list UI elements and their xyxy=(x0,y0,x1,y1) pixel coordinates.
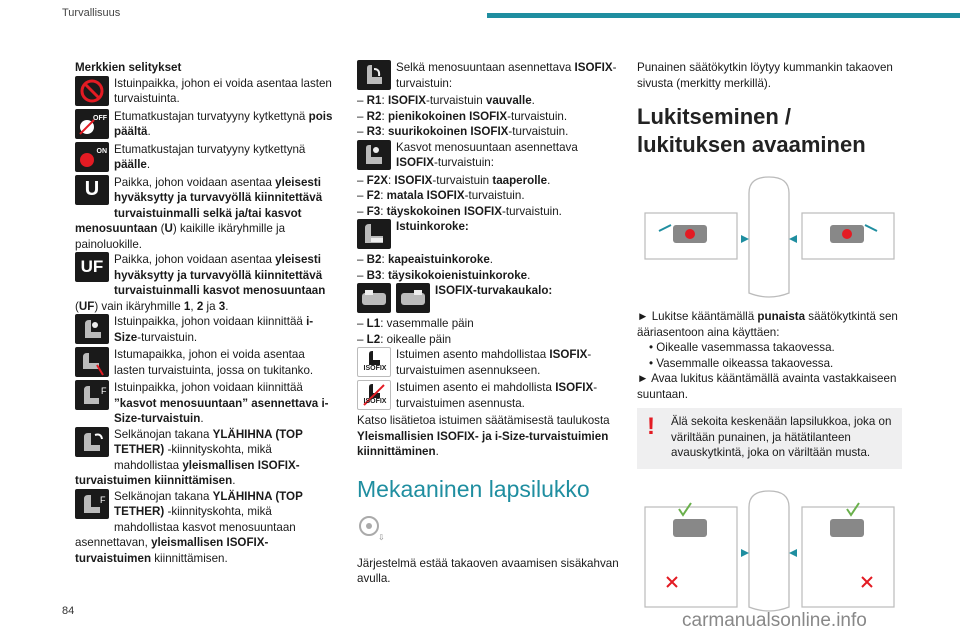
carrycot-left-icon xyxy=(357,283,391,313)
isize-forward-icon xyxy=(75,380,109,410)
universal-uf-icon: UF xyxy=(75,252,109,282)
booster-seat-icon xyxy=(357,219,391,249)
lock-instruction: ► Lukitse kääntämällä punaista säätökytkintä sen ääriasentoon aina käyttäen: xyxy=(637,310,898,339)
forward-seat-icon xyxy=(357,140,391,170)
r2-line: – R2: pienikokoinen ISOFIX-turvaistuin. xyxy=(357,109,568,123)
isofix-possible-icon: ISOFIX xyxy=(357,347,391,377)
child-lock-icon xyxy=(357,514,389,542)
svg-text:F: F xyxy=(100,494,106,505)
legend-entry-airbag-off: OFF Etumatkustajan turvatyyny kytkettynä pois päältä. xyxy=(75,109,337,142)
column-locking xyxy=(637,60,902,623)
bullet-left-door: • Oikealle vasemmassa takaovessa. xyxy=(649,341,835,354)
section-heading-child-lock: Mekaaninen lapsilukko xyxy=(357,475,590,502)
f2x-line: – F2X: ISOFIX-turvaistuin taaperolle. xyxy=(357,173,551,187)
top-tether-icon xyxy=(75,427,109,457)
warning-box xyxy=(637,408,902,469)
isofix-forward-entry: Kasvot menosuuntaan asennettava ISOFIX-turvaistuin: xyxy=(357,140,619,173)
r1-line: – R1: ISOFIX-turvaistuin vauvalle. xyxy=(357,94,535,107)
l1-line: – L1: vasemmalle päin xyxy=(357,317,474,330)
warning-text: Älä sekoita keskenään lapsilukkoa, joka on väriltään punainen, ja hätätilanteen avauskytkintä, joka on väriltään musta. xyxy=(671,415,892,459)
legend-entry-no-support-leg: Istumapaikka, johon ei voida asentaa lasten turvaistuinta, jossa on tukitanko. xyxy=(75,347,337,380)
f3-line: – F3: täyskokoinen ISOFIX-turvaistuin. xyxy=(357,204,562,218)
b3-line: – B3: täysikokoienistuinkoroke. xyxy=(357,268,531,282)
f2-line: – F2: matala ISOFIX-turvaistuin. xyxy=(357,189,525,202)
no-support-leg-icon xyxy=(75,347,109,377)
running-header: Turvallisuus xyxy=(62,7,121,19)
section-heading-locking: Lukitseminen / lukituksen avaaminen xyxy=(637,104,866,157)
b2-line: – B2: kapeaistuinkoroke. xyxy=(357,253,493,266)
legend-entry-top-tether: Selkänojan takana YLÄHIHNA (TOP TETHER) -kiinnityskohta, mikä mahdollistaa yleismallisen ISOFIX-turvaistuimen kiinnittämisen. xyxy=(75,427,303,487)
intro-text: Punainen säätökytkin löytyy kummankin takaoven sivusta (merkitty merkillä). xyxy=(637,61,893,90)
top-tether-forward-icon xyxy=(75,489,109,519)
legend-heading: Merkkien selitykset xyxy=(75,61,182,74)
isize-seat-icon xyxy=(75,314,109,344)
isofix-not-possible-icon: ISOFIX xyxy=(357,380,391,410)
column-isofix xyxy=(357,60,619,587)
more-info-text: Katso lisätietoa istuimen säätämisestä taulukosta Yleismallisien ISOFIX- ja i-Size-turvaistuimien kiinnittäminen. xyxy=(357,414,610,458)
legend-entry-top-tether-forward: F Selkänojan takana YLÄHIHNA (TOP TETHER) -kiinnityskohta, mikä mahdollistaa kasvot menosuuntaan asennettavan, yleismallisen ISOFIX-turvaistuimen kiinnittämisen. xyxy=(75,489,303,565)
legend-entry-isize: Istuinpaikka, johon voidaan kiinnittää i-Size-turvaistuin. xyxy=(75,314,337,347)
legend-entry-no-seat: Istuinpaikka, johon ei voida asentaa lasten turvaistuinta. xyxy=(75,76,337,109)
booster-entry: Istuinkoroke: xyxy=(357,219,619,252)
no-child-seat-icon xyxy=(75,76,109,106)
carrycot-right-icon xyxy=(396,283,430,313)
r3-line: – R3: suurikokoinen ISOFIX-turvaistuin. xyxy=(357,125,569,138)
legend-entry-airbag-on: ON Etumatkustajan turvatyyny kytkettynä päälle. xyxy=(75,142,337,175)
lock-illustration xyxy=(637,173,902,301)
child-lock-description: Järjestelmä estää takaoven avaamisen sisäkahvan avulla. xyxy=(357,556,619,585)
header-accent-bar xyxy=(487,13,960,18)
airbag-on-icon: ON xyxy=(75,142,109,172)
legend-entry-isize-forward: F Istuinpaikka, johon voidaan kiinnittää ”kasvot menosuuntaan” asennettava i-Size-turvaistuin. xyxy=(75,380,337,427)
rearward-seat-icon xyxy=(357,60,391,90)
carrycot-entry: ISOFIX-turvakaukalo: xyxy=(357,283,619,316)
warning-icon: ! xyxy=(647,413,655,440)
bullet-right-door: • Vasemmalle oikeassa takaovessa. xyxy=(649,356,834,370)
universal-u-icon: U xyxy=(75,175,109,205)
watermark: carmanualsonline.info xyxy=(682,610,867,631)
isofix-possible-entry: ISOFIX Istuimen asento mahdollistaa ISOFIX-turvaistuimen asennukseen. xyxy=(357,347,619,380)
l2-line: – L2: oikealle päin xyxy=(357,332,452,346)
svg-text:⇩: ⇩ xyxy=(378,532,385,542)
isofix-not-possible-entry: ISOFIX Istuimen asento ei mahdollista ISOFIX-turvaistuimen asennusta. xyxy=(357,380,619,413)
svg-text:F: F xyxy=(101,386,107,396)
unlock-illustration xyxy=(637,487,902,615)
legend-entry-universal: U Paikka, johon voidaan asentaa yleisesti hyväksytty ja turvavyöllä kiinnitettävä turvaistuinmalli selkä ja/tai kasvot menosuuntaan (U) kaikille ikäryhmille ja painoluokille. xyxy=(75,175,323,251)
page-number: 84 xyxy=(62,605,75,617)
column-legend xyxy=(75,60,337,566)
legend-entry-universal-forward: UF Paikka, johon voidaan asentaa yleisesti hyväksytty ja turvavyöllä kiinnitettävä turvaistuinmalli kasvot menosuuntaan (UF) vain ikäryhmille 1, 2 ja 3. xyxy=(75,253,326,313)
unlock-instruction: ► Avaa lukitus kääntämällä avainta vastakkaiseen suuntaan. xyxy=(637,372,897,401)
airbag-off-icon: OFF xyxy=(75,109,109,139)
isofix-rearward-entry: Selkä menosuuntaan asennettava ISOFIX-turvaistuin: xyxy=(357,60,619,93)
